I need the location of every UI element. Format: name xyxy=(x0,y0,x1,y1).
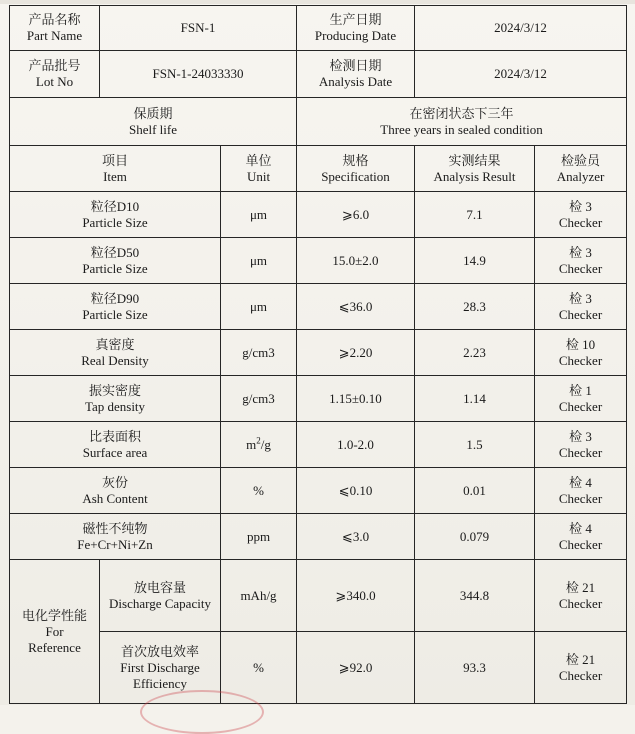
table-row xyxy=(10,468,627,514)
spec-cell: ⩽0.10 xyxy=(297,468,415,514)
red-seal-stamp xyxy=(140,690,264,734)
col-header-analyzer: 检验员 Analyzer xyxy=(535,146,627,192)
result-cell: 0.079 xyxy=(415,514,535,560)
spec-cell: ⩽3.0 xyxy=(297,514,415,560)
unit-cell: % xyxy=(221,468,297,514)
item-name: 粒径D10 Particle Size xyxy=(10,192,221,238)
item-name: 比表面积 Surface area xyxy=(10,422,221,468)
result-cell: 0.01 xyxy=(415,468,535,514)
table-row xyxy=(10,330,627,376)
checker-cell: 检 3 Checker xyxy=(535,284,627,330)
spec-cell: 15.0±2.0 xyxy=(297,238,415,284)
checker-cell: 检 1 Checker xyxy=(535,376,627,422)
analysis-date-label: 检测日期 Analysis Date xyxy=(297,51,415,98)
spec-cell: ⩾92.0 xyxy=(297,632,415,704)
result-cell: 7.1 xyxy=(415,192,535,238)
spec-cell: ⩾2.20 xyxy=(297,330,415,376)
result-cell: 2.23 xyxy=(415,330,535,376)
analysis-date-value: 2024/3/12 xyxy=(415,51,627,98)
item-name: 首次放电效率 First Discharge Efficiency xyxy=(100,632,221,704)
result-cell: 14.9 xyxy=(415,238,535,284)
header-row-part xyxy=(10,6,627,51)
analysis-certificate-table xyxy=(9,5,627,704)
col-header-item: 项目 Item xyxy=(10,146,221,192)
table-row xyxy=(10,514,627,560)
column-header-row xyxy=(10,146,627,192)
table-row xyxy=(10,192,627,238)
unit-cell: g/cm3 xyxy=(221,330,297,376)
table-row xyxy=(10,238,627,284)
result-cell: 28.3 xyxy=(415,284,535,330)
result-cell: 344.8 xyxy=(415,560,535,632)
unit-cell: ppm xyxy=(221,514,297,560)
spec-cell: ⩽36.0 xyxy=(297,284,415,330)
checker-cell: 检 21 Checker xyxy=(535,560,627,632)
unit-cell: mAh/g xyxy=(221,560,297,632)
checker-cell: 检 10 Checker xyxy=(535,330,627,376)
checker-cell: 检 21 Checker xyxy=(535,632,627,704)
unit-cell: μm xyxy=(221,284,297,330)
table-row xyxy=(10,560,627,632)
item-name: 粒径D50 Particle Size xyxy=(10,238,221,284)
item-name: 振实密度 Tap density xyxy=(10,376,221,422)
unit-cell: g/cm3 xyxy=(221,376,297,422)
spec-cell: ⩾340.0 xyxy=(297,560,415,632)
producing-date-label: 生产日期 Producing Date xyxy=(297,6,415,51)
item-name: 真密度 Real Density xyxy=(10,330,221,376)
page-top-edge xyxy=(0,0,635,4)
checker-cell: 检 3 Checker xyxy=(535,238,627,284)
table-row xyxy=(10,284,627,330)
lot-no-value: FSN-1-24033330 xyxy=(100,51,297,98)
table-row xyxy=(10,422,627,468)
part-name-value: FSN-1 xyxy=(100,6,297,51)
spec-cell: 1.0-2.0 xyxy=(297,422,415,468)
unit-cell: μm xyxy=(221,192,297,238)
lot-no-label: 产品批号 Lot No xyxy=(10,51,100,98)
col-header-specification: 规格 Specification xyxy=(297,146,415,192)
checker-cell: 检 3 Checker xyxy=(535,192,627,238)
item-name: 放电容量 Discharge Capacity xyxy=(100,560,221,632)
table-row xyxy=(10,632,627,704)
header-row-shelf-life xyxy=(10,98,627,146)
unit-cell: % xyxy=(221,632,297,704)
item-name: 磁性不纯物 Fe+Cr+Ni+Zn xyxy=(10,514,221,560)
checker-cell: 检 4 Checker xyxy=(535,514,627,560)
col-header-unit: 单位 Unit xyxy=(221,146,297,192)
item-name: 灰份 Ash Content xyxy=(10,468,221,514)
group-label-electrochemical: 电化学性能 For Reference xyxy=(10,560,100,704)
header-row-lot xyxy=(10,51,627,98)
unit-cell: μm xyxy=(221,238,297,284)
part-name-label: 产品名称 Part Name xyxy=(10,6,100,51)
result-cell: 1.14 xyxy=(415,376,535,422)
shelf-life-value: 在密闭状态下三年 Three years in sealed condition xyxy=(297,98,627,146)
result-cell: 1.5 xyxy=(415,422,535,468)
producing-date-value: 2024/3/12 xyxy=(415,6,627,51)
checker-cell: 检 4 Checker xyxy=(535,468,627,514)
shelf-life-label: 保质期 Shelf life xyxy=(10,98,297,146)
spec-cell: 1.15±0.10 xyxy=(297,376,415,422)
table-row xyxy=(10,376,627,422)
checker-cell: 检 3 Checker xyxy=(535,422,627,468)
unit-cell: $m^2/g$ xyxy=(221,422,297,468)
spec-cell: ⩾6.0 xyxy=(297,192,415,238)
result-cell: 93.3 xyxy=(415,632,535,704)
item-name: 粒径D90 Particle Size xyxy=(10,284,221,330)
col-header-analysis-result: 实测结果 Analysis Result xyxy=(415,146,535,192)
